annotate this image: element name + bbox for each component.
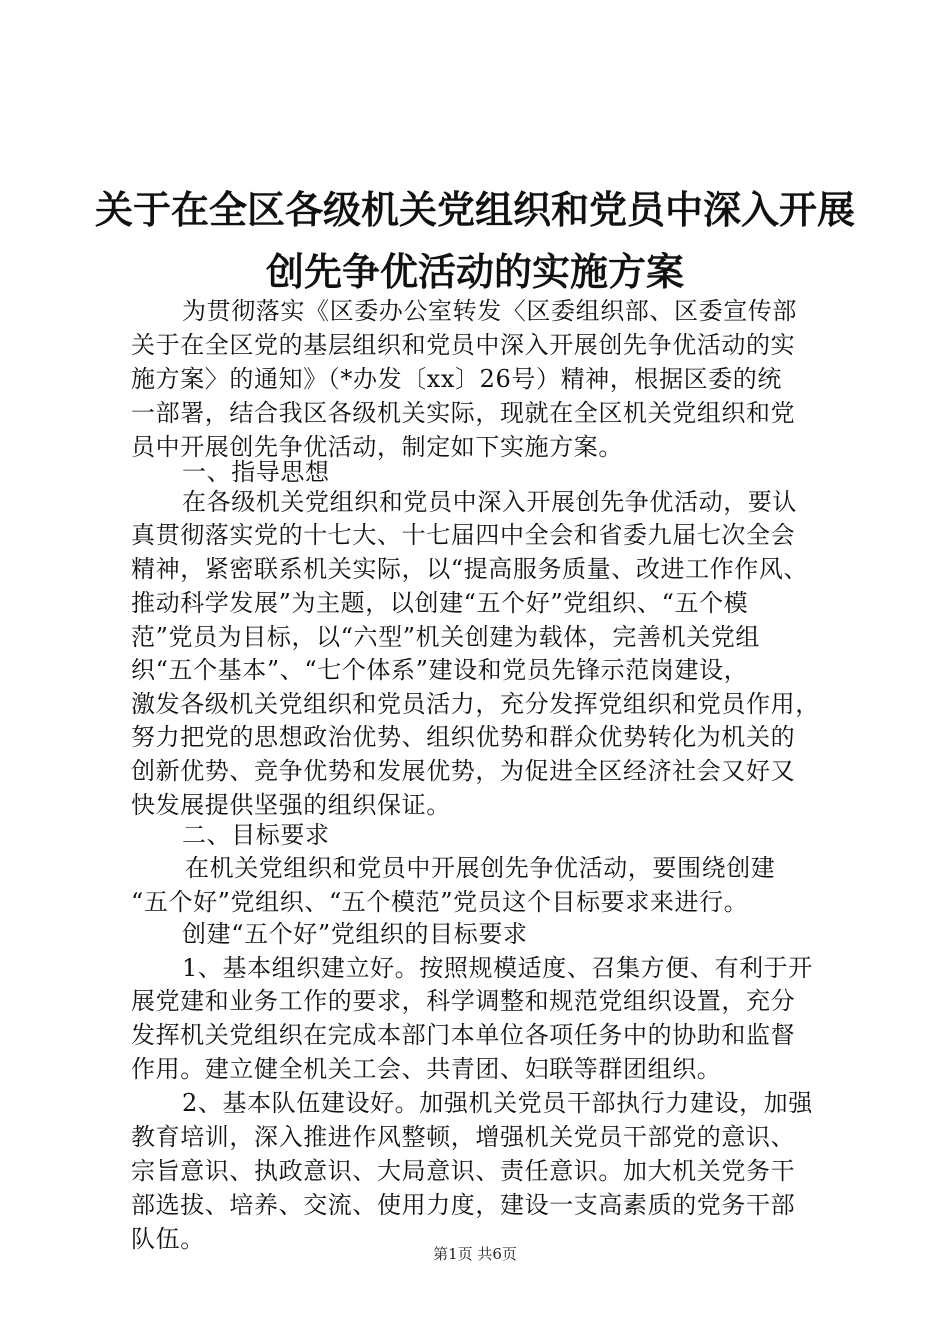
paragraph-line: 为贯彻落实《区委办公室转发〈区委组织部、区委宣传部: [182, 297, 797, 325]
paragraph-line: 教育培训，深入推进作风整顿，增强机关党员干部党的意识、: [131, 1123, 796, 1151]
title-line-1: 关于在全区各级机关党组织和党员中深入开展: [94, 188, 855, 232]
paragraph-line: 宗旨意识、执政意识、大局意识、责任意识。加大机关党务干: [131, 1157, 796, 1185]
paragraph-line: “五个好”党组织、“五个模范”党员这个目标要求来进行。: [131, 888, 749, 916]
paragraph-line: 范”党员为目标，以“六型”机关创建为载体，完善机关党组: [131, 623, 761, 651]
paragraph-line: 展党建和业务工作的要求，科学调整和规范党组织设置，充分: [131, 987, 796, 1015]
paragraph-line: 创新优势、竞争优势和发展优势，为促进全区经济社会又好又: [131, 757, 796, 785]
paragraph-line: 在各级机关党组织和党员中深入开展创先争优活动，要认: [182, 488, 797, 516]
paragraph-line: 关于在全区党的基层组织和党员中深入开展创先争优活动的实: [131, 331, 796, 359]
paragraph-line: 2、基本队伍建设好。加强机关党员干部执行力建设，加强: [182, 1089, 813, 1117]
section-heading: 一、指导思想: [182, 458, 330, 486]
paragraph-line: 在机关党组织和党员中开展创先争优活动，要围绕创建: [185, 854, 776, 882]
paragraph-line: 部选拔、培养、交流、使用力度，建设一支高素质的党务干部: [131, 1191, 796, 1219]
paragraph-line: 发挥机关党组织在完成本部门本单位各项任务中的协助和监督: [131, 1021, 796, 1049]
title-line-2: 创先争优活动的实施方案: [265, 250, 684, 294]
subsection-heading: 创建“五个好”党组织的目标要求: [182, 920, 528, 948]
page-number-footer: 第1页 共6页: [433, 1245, 517, 1263]
paragraph-line: 一部署，结合我区各级机关实际，现就在全区机关党组织和党: [131, 399, 796, 427]
paragraph-line: 快发展提供坚强的组织保证。: [131, 791, 451, 819]
paragraph-line: 精神，紧密联系机关实际，以“提高服务质量、改进工作作风、: [131, 555, 809, 583]
paragraph-line: 真贯彻落实党的十七大、十七届四中全会和省委九届七次全会: [131, 521, 796, 549]
paragraph-line: 努力把党的思想政治优势、组织优势和群众优势转化为机关的: [131, 723, 796, 751]
paragraph-line: 激发各级机关党组织和党员活力，充分发挥党组织和党员作用，: [131, 690, 820, 718]
paragraph-line: 施方案〉的通知》（*办发〔xx〕26号）精神，根据区委的统: [131, 365, 783, 393]
section-heading: 二、目标要求: [182, 821, 330, 849]
paragraph-line: 织“五个基本”、“七个体系”建设和党员先锋示范岗建设，: [131, 656, 749, 684]
paragraph-line: 作用。建立健全机关工会、共青团、妇联等群团组织。: [131, 1055, 722, 1083]
paragraph-line: 员中开展创先争优活动，制定如下实施方案。: [131, 433, 623, 461]
paragraph-line: 推动科学发展”为主题，以创建“五个好”党组织、“五个模: [131, 589, 749, 617]
paragraph-line: 队伍。: [131, 1225, 205, 1253]
paragraph-line: 1、基本组织建立好。按照规模适度、召集方便、有利于开: [182, 954, 813, 982]
